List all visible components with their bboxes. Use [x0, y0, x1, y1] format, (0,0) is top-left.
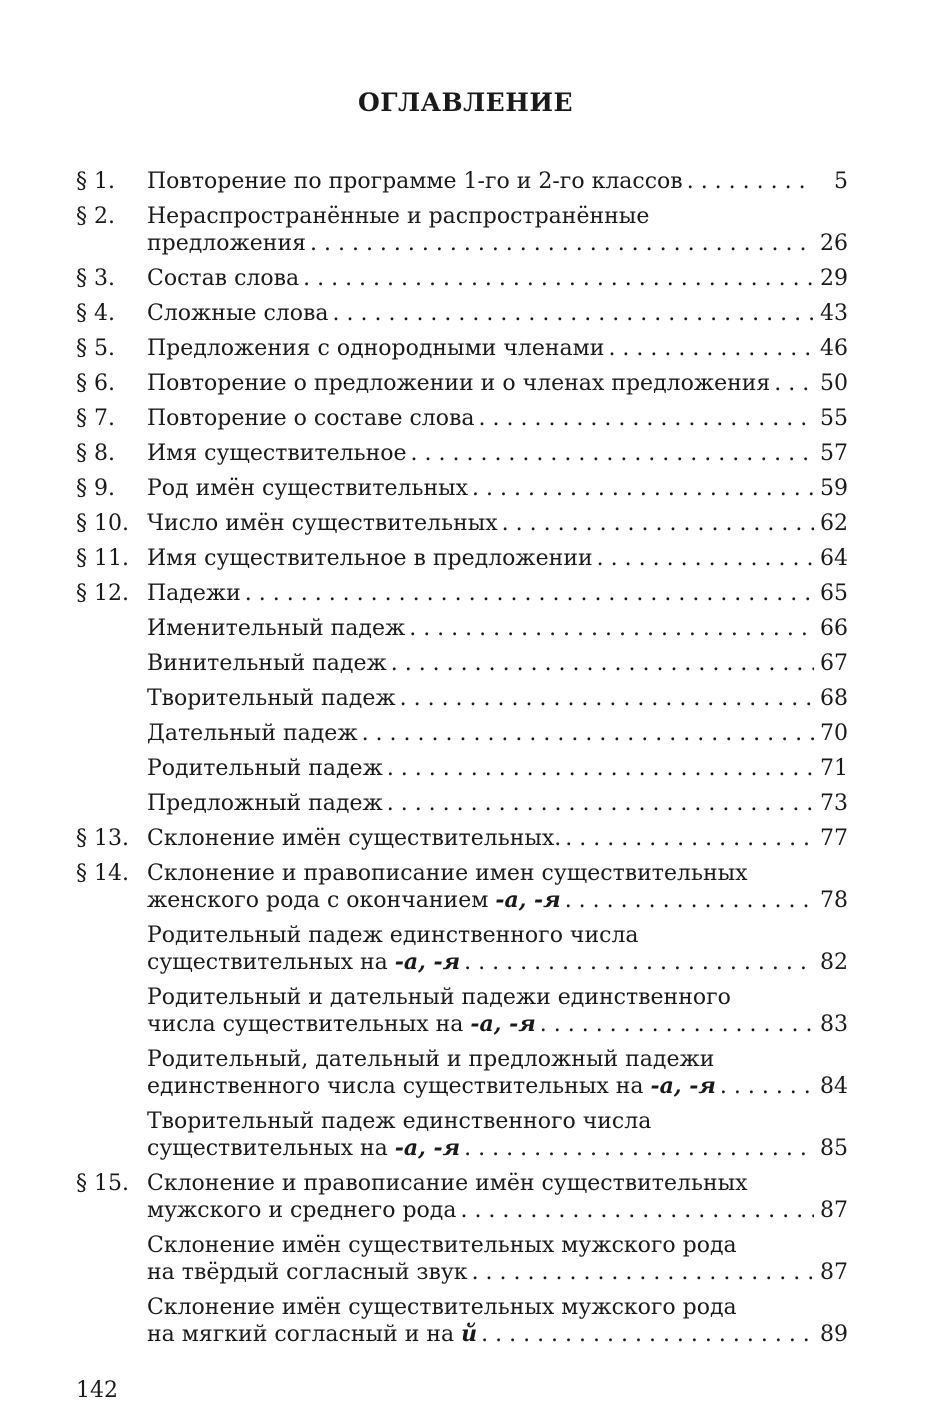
entry-title: числа существительных на [147, 1012, 471, 1037]
section-number: § 4. [76, 301, 115, 326]
dot-leader [411, 440, 814, 467]
entry-title: единственного числа существительных на [147, 1074, 651, 1099]
toc-entry [76, 922, 848, 976]
entry-page: 66 [820, 616, 848, 641]
entry-ending: -а, -я [394, 1135, 461, 1161]
toc-entry [76, 265, 848, 292]
toc-entry [76, 1232, 848, 1286]
entry-title-line: Склонение и правописание имён существительных [147, 1171, 748, 1196]
dot-leader [387, 790, 814, 817]
page-title: ОГЛАВЛЕНИЕ [357, 88, 574, 117]
entry-ending: -а, -я [650, 1073, 716, 1099]
section-number: § 5. [76, 336, 115, 361]
section-number: § 7. [76, 406, 115, 431]
dot-leader [464, 1135, 814, 1162]
entry-page: 59 [820, 476, 848, 501]
entry-title-line: Родительный и дательный падежи единственного [147, 985, 731, 1010]
toc-entry [76, 685, 848, 712]
section-number: § 14. [76, 861, 129, 886]
toc-entry [76, 335, 848, 362]
dot-leader [400, 685, 814, 712]
entry-title-line: Нераспространённые и распространённые [147, 204, 650, 229]
section-number: § 9. [76, 476, 115, 501]
toc-entry [76, 300, 848, 327]
entry-page: 43 [820, 301, 848, 326]
toc-entry [76, 720, 848, 747]
entry-page: 62 [820, 511, 848, 536]
dot-leader [333, 300, 814, 327]
entry-title-line: Родительный падеж единственного числа [147, 923, 639, 948]
section-number: § 3. [76, 266, 115, 291]
entry-ending: -а, -я [394, 949, 461, 975]
table-of-contents [76, 168, 848, 1356]
entry-title: Имя существительное [147, 441, 407, 466]
dot-leader [597, 545, 814, 572]
entry-title: Состав слова [147, 266, 300, 291]
entry-page: 82 [820, 950, 848, 975]
entry-page: 5 [834, 169, 848, 194]
entry-title: на твёрдый согласный звук [147, 1260, 468, 1285]
entry-ending: -а, -я [470, 1011, 536, 1037]
entry-page: 87 [820, 1198, 848, 1223]
toc-entry [76, 615, 848, 642]
entry-page: 64 [820, 546, 848, 571]
entry-title: Имя существительное в предложении [147, 546, 593, 571]
entry-page: 85 [820, 1136, 848, 1161]
entry-title: Склонение имён существительных. [147, 826, 562, 851]
toc-entry [76, 650, 848, 677]
section-number: § 12. [76, 581, 129, 606]
toc-entry [76, 860, 848, 914]
entry-title: Род имён существительных [147, 476, 469, 501]
toc-entry [76, 580, 848, 607]
toc-entry [76, 1046, 848, 1100]
toc-entry [76, 475, 848, 502]
dot-leader [460, 1197, 814, 1224]
entry-title: мужского и среднего рода [147, 1198, 457, 1223]
toc-entry [76, 790, 848, 817]
section-number: § 15. [76, 1171, 129, 1196]
dot-leader [720, 1073, 814, 1100]
dot-leader [565, 825, 814, 852]
toc-entry [76, 1108, 848, 1162]
dot-leader [481, 1321, 814, 1348]
toc-entry [76, 440, 848, 467]
section-number: § 6. [76, 371, 115, 396]
entry-page: 57 [820, 441, 848, 466]
dot-leader [245, 580, 814, 607]
dot-leader [303, 265, 814, 292]
toc-entry [76, 545, 848, 572]
entry-title: существительных на [147, 950, 395, 975]
entry-page: 71 [820, 756, 848, 781]
toc-entry [76, 510, 848, 537]
dot-leader [540, 1011, 814, 1038]
entry-page: 89 [820, 1322, 848, 1347]
entry-title: Сложные слова [147, 301, 329, 326]
toc-entry [76, 405, 848, 432]
entry-title: Повторение по программе 1-го и 2-го классов [147, 169, 683, 194]
entry-page: 50 [820, 371, 848, 396]
dot-leader [472, 1259, 814, 1286]
dot-leader [502, 510, 814, 537]
dot-leader [362, 720, 814, 747]
entry-title: Родительный падеж [147, 756, 383, 781]
entry-title: Число имён существительных [147, 511, 498, 536]
page-number: 142 [76, 1378, 118, 1403]
entry-page: 29 [820, 266, 848, 291]
entry-page: 26 [820, 231, 848, 256]
entry-title: Именительный падеж [147, 616, 406, 641]
toc-entry [76, 984, 848, 1038]
entry-title: Повторение о предложении и о членах предложения [147, 371, 771, 396]
entry-title: Повторение о составе слова [147, 406, 475, 431]
entry-page: 46 [820, 336, 848, 361]
dot-leader [472, 475, 814, 502]
toc-entry [76, 203, 848, 257]
entry-title: Предложный падеж [147, 791, 383, 816]
entry-title: Предложения с однородными членами [147, 336, 605, 361]
entry-page: 73 [820, 791, 848, 816]
entry-page: 65 [820, 581, 848, 606]
toc-entry [76, 755, 848, 782]
entry-title: женского рода с окончанием [147, 888, 496, 913]
entry-title-line: Творительный падеж единственного числа [147, 1109, 652, 1134]
dot-leader [310, 230, 814, 257]
toc-entry [76, 168, 848, 195]
entry-page: 83 [820, 1012, 848, 1037]
dot-leader [409, 615, 814, 642]
section-number: § 8. [76, 441, 115, 466]
entry-ending: -а, -я [495, 887, 561, 913]
entry-title: Творительный падеж [147, 686, 396, 711]
entry-title: Винительный падеж [147, 651, 387, 676]
entry-title-line: Склонение и правописание имен существительных [147, 861, 748, 886]
entry-page: 55 [820, 406, 848, 431]
entry-title-line: Родительный, дательный и предложный падежи [147, 1047, 715, 1072]
entry-title: существительных на [147, 1136, 395, 1161]
dot-leader [464, 949, 814, 976]
entry-page: 70 [820, 721, 848, 746]
entry-page: 87 [820, 1260, 848, 1285]
section-number: § 1. [76, 169, 115, 194]
entry-title: Падежи [147, 581, 241, 606]
entry-title: предложения [147, 231, 306, 256]
dot-leader [479, 405, 814, 432]
section-number: § 2. [76, 204, 115, 229]
entry-page: 84 [820, 1074, 848, 1099]
entry-title: на мягкий согласный и на [147, 1322, 462, 1347]
toc-entry [76, 1294, 848, 1348]
toc-entry [76, 1170, 848, 1224]
entry-page: 68 [820, 686, 848, 711]
section-number: § 13. [76, 826, 129, 851]
entry-ending: й [461, 1321, 478, 1347]
dot-leader [608, 335, 814, 362]
entry-title-line: Склонение имён существительных мужского рода [147, 1295, 737, 1320]
entry-title-line: Склонение имён существительных мужского рода [147, 1233, 737, 1258]
entry-page: 77 [820, 826, 848, 851]
entry-page: 78 [820, 888, 848, 913]
dot-leader [687, 168, 814, 195]
dot-leader [387, 755, 814, 782]
entry-page: 67 [820, 651, 848, 676]
dot-leader [391, 650, 814, 677]
toc-entry [76, 825, 848, 852]
section-number: § 11. [76, 546, 129, 571]
section-number: § 10. [76, 511, 129, 536]
dot-leader [565, 887, 814, 914]
toc-entry [76, 370, 848, 397]
entry-title: Дательный падеж [147, 721, 358, 746]
dot-leader [774, 370, 814, 397]
